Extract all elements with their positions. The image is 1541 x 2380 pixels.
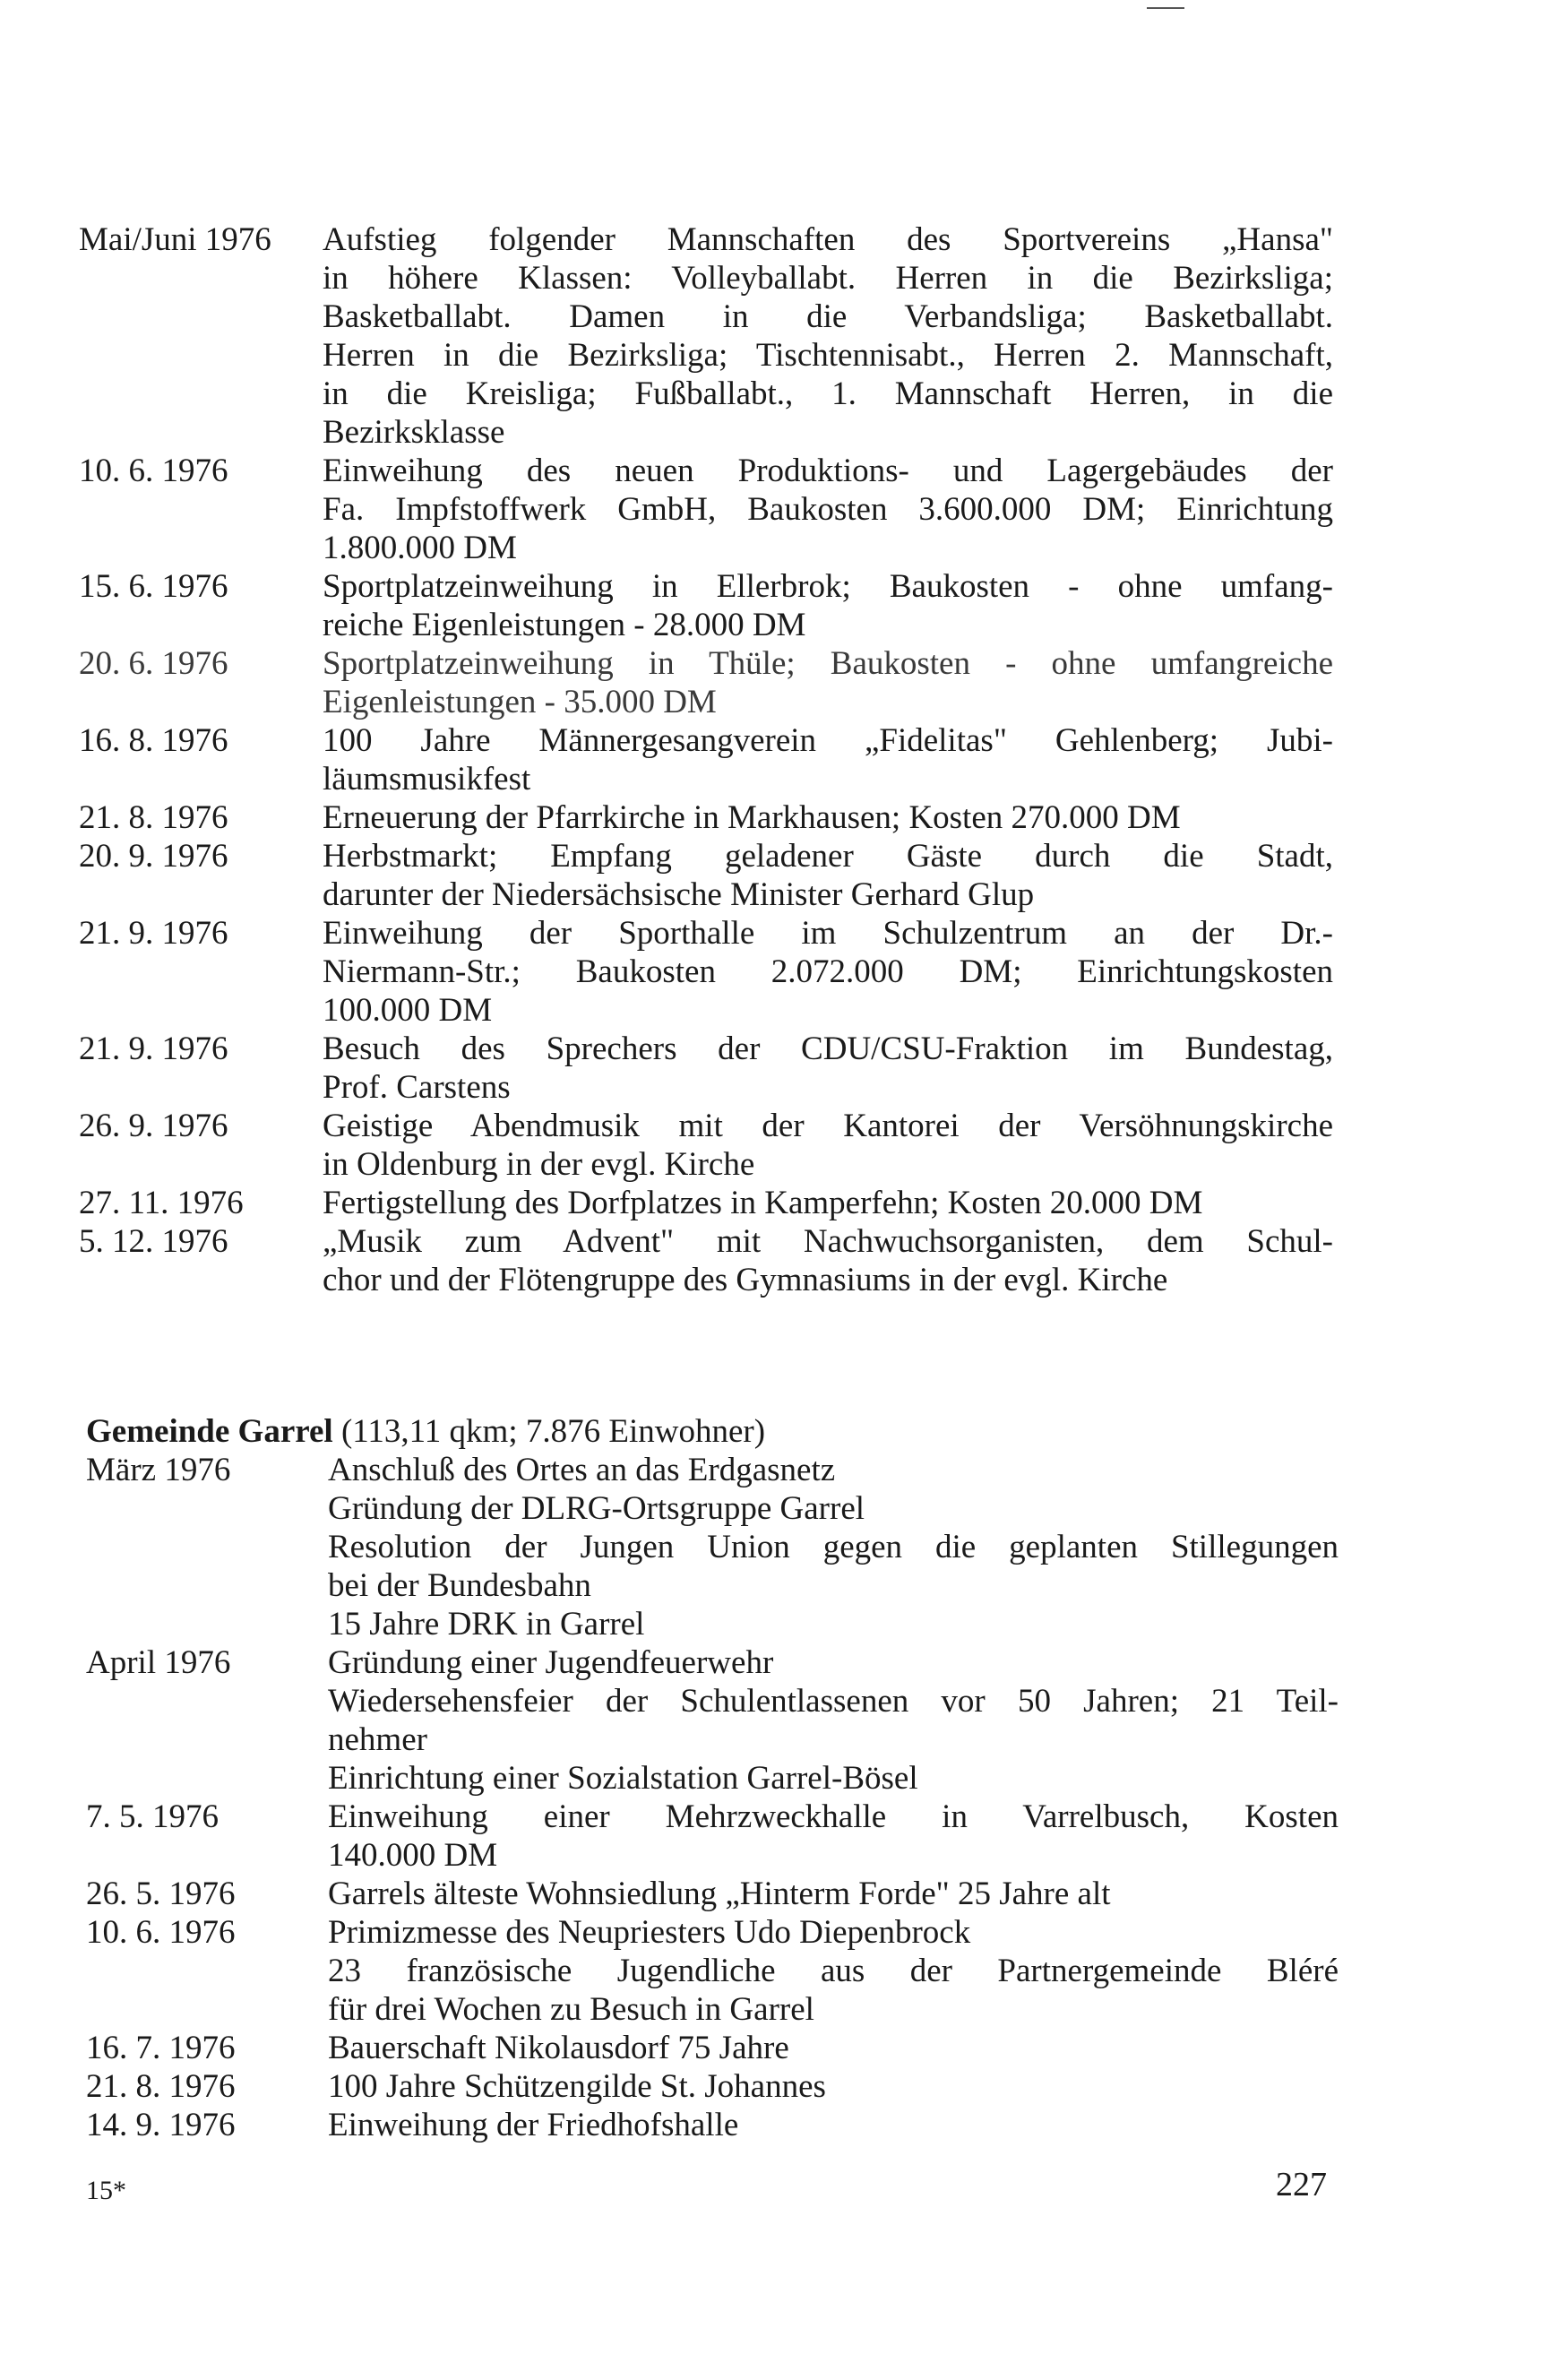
entry-line: in Oldenburg in der evgl. Kirche [323, 1146, 755, 1183]
entry-line: 15 Jahre DRK in Garrel [328, 1606, 645, 1643]
entry-date: 5. 12. 1976 [79, 1223, 228, 1260]
entry-text [328, 1451, 1339, 1489]
entry-text [328, 2067, 1339, 2106]
entry-text [328, 1913, 1339, 1952]
entry-line: Einweihung einer Mehrzweckhalle in Varrelbusch, Kosten [328, 1798, 1339, 1835]
entry-text [328, 1798, 1339, 1875]
chronicle-entry [86, 1528, 1340, 1605]
entry-date: 20. 6. 1976 [79, 645, 228, 682]
entry-text [328, 1489, 1339, 1528]
entry-line: 140.000 DM [328, 1837, 498, 1874]
chronicle-entry [86, 1682, 1340, 1759]
entry-date: 10. 6. 1976 [86, 1914, 236, 1951]
entry-line: Gründung einer Jugendfeuerwehr [328, 1644, 774, 1681]
entry-text [323, 798, 1333, 837]
heading-details: (113,11 qkm; 7.876 Einwohner) [332, 1413, 766, 1450]
entry-line: bei der Bundesbahn [328, 1567, 591, 1604]
entry-date: März 1976 [86, 1452, 231, 1488]
entry-line: Gründung der DLRG-Ortsgruppe Garrel [328, 1490, 865, 1527]
entry-date: 26. 9. 1976 [79, 1108, 228, 1144]
entry-line: Einweihung des neuen Produktions- und Lagergebäudes der [323, 453, 1333, 489]
chronicle-entry [86, 1875, 1340, 1913]
chronicle-entry [86, 2106, 1340, 2144]
entry-date: 10. 6. 1976 [79, 453, 228, 489]
entry-line: Erneuerung der Pfarrkirche in Markhausen; Kosten 270.000 DM [323, 799, 1181, 836]
entry-line: Wiedersehensfeier der Schulentlassenen vor 50 Jahren; 21 Teil- [328, 1683, 1339, 1720]
entry-date: 14. 9. 1976 [86, 2107, 236, 2143]
entry-text [323, 644, 1333, 721]
entry-text [328, 1528, 1339, 1605]
heading-municipality: Gemeinde Garrel [86, 1413, 333, 1450]
page-number: 227 [1276, 2166, 1327, 2203]
entry-text [328, 1643, 1339, 1682]
entry-text [323, 1184, 1333, 1222]
entry-line: für drei Wochen zu Besuch in Garrel [328, 1991, 814, 2028]
entry-line: Resolution der Jungen Union gegen die geplanten Stillegungen [328, 1529, 1339, 1565]
chronicle-entry [79, 644, 1333, 721]
entry-line: Fa. Impfstoffwerk GmbH, Baukosten 3.600.000 DM; Einrichtung [323, 491, 1333, 528]
chronicle-entry [86, 2067, 1340, 2106]
chronicle-entry [79, 1184, 1333, 1222]
entry-line: Einweihung der Friedhofshalle [328, 2107, 739, 2143]
entry-line: Prof. Carstens [323, 1069, 511, 1106]
entry-date: 15. 6. 1976 [79, 568, 228, 605]
entry-date [86, 1489, 328, 1528]
chronicle-entry [79, 1107, 1333, 1184]
chronicle-entry [86, 2029, 1340, 2067]
chronicle-entry [79, 721, 1333, 798]
entry-date [86, 1952, 328, 2029]
top-rule [1147, 7, 1184, 9]
entry-line: Sportplatzeinweihung in Ellerbrok; Baukosten - ohne umfang- [323, 568, 1333, 605]
entry-date: 16. 8. 1976 [79, 722, 228, 759]
entry-line: Besuch des Sprechers der CDU/CSU-Fraktion im Bundestag, [323, 1030, 1333, 1067]
entry-text [328, 2029, 1339, 2067]
entry-text [328, 2106, 1339, 2144]
chronicle-entry [79, 914, 1333, 1030]
chronicle-entry [86, 1643, 1340, 1682]
entry-text [323, 1107, 1333, 1184]
entry-date: 21. 9. 1976 [79, 915, 228, 952]
entry-date [86, 1605, 328, 1643]
entry-text [323, 567, 1333, 644]
chronicle-entry [79, 798, 1333, 837]
signature-mark: 15* [86, 2176, 126, 2205]
entry-date: 21. 8. 1976 [79, 799, 228, 836]
entry-text [328, 1875, 1339, 1913]
entry-date [86, 1682, 328, 1759]
entry-text [328, 1952, 1339, 2029]
entry-line: reiche Eigenleistungen - 28.000 DM [323, 607, 806, 643]
entry-text [328, 1605, 1339, 1643]
entry-date [86, 1528, 328, 1605]
chronicle-entry [86, 1759, 1340, 1798]
entry-date: 27. 11. 1976 [79, 1185, 244, 1221]
entry-line: 100 Jahre Schützengilde St. Johannes [328, 2068, 826, 2105]
entry-line: 100.000 DM [323, 992, 493, 1029]
entry-date: 21. 9. 1976 [79, 1030, 228, 1067]
entry-text [328, 1682, 1339, 1759]
entry-line: Anschluß des Ortes an das Erdgasnetz [328, 1452, 836, 1488]
entry-text [328, 1759, 1339, 1798]
chronicle-entry [79, 837, 1333, 914]
chronicle-entry [86, 1451, 1340, 1489]
chronicle-section-garrel [86, 1412, 1340, 2144]
entry-line: Garrels älteste Wohnsiedlung „Hinterm Forde" 25 Jahre alt [328, 1876, 1111, 1912]
chronicle-entry [86, 1605, 1340, 1643]
chronicle-section-1 [79, 220, 1333, 1299]
entry-text [323, 1030, 1333, 1107]
section-heading [86, 1412, 1340, 1451]
chronicle-entry [79, 452, 1333, 567]
entry-line: nehmer [328, 1721, 427, 1758]
entry-date: 26. 5. 1976 [86, 1876, 236, 1912]
entry-line: Sportplatzeinweihung in Thüle; Baukosten - ohne umfangreiche [323, 645, 1333, 682]
chronicle-entry [79, 1030, 1333, 1107]
chronicle-entry [79, 220, 1333, 452]
entry-line: Primizmesse des Neupriesters Udo Diepenbrock [328, 1914, 971, 1951]
entry-text [323, 220, 1333, 452]
entry-date: April 1976 [86, 1644, 231, 1681]
entry-line: in höhere Klassen: Volleyballabt. Herren in die Bezirksliga; [323, 260, 1333, 297]
entry-line: Bezirksklasse [323, 414, 505, 451]
entry-date [86, 1759, 328, 1798]
entry-line: Bauerschaft Nikolausdorf 75 Jahre [328, 2030, 789, 2066]
entry-text [323, 721, 1333, 798]
entry-line: Aufstieg folgender Mannschaften des Sportvereins „Hansa" [323, 221, 1333, 258]
chronicle-entry [86, 1913, 1340, 1952]
entry-date: 7. 5. 1976 [86, 1798, 219, 1835]
entry-date: Mai/Juni 1976 [79, 221, 271, 258]
entry-text [323, 452, 1333, 567]
entry-line: „Musik zum Advent" mit Nachwuchsorganisten, dem Schul- [323, 1223, 1333, 1260]
entry-date: 16. 7. 1976 [86, 2030, 236, 2066]
chronicle-entry [86, 1952, 1340, 2029]
entry-text [323, 837, 1333, 914]
chronicle-entry [86, 1798, 1340, 1875]
entry-text [323, 914, 1333, 1030]
entry-line: Eigenleistungen - 35.000 DM [323, 684, 717, 720]
entry-line: Basketballabt. Damen in die Verbandsliga; Basketballabt. [323, 298, 1333, 335]
chronicle-entry [79, 567, 1333, 644]
entry-date: 21. 8. 1976 [86, 2068, 236, 2105]
entry-line: läumsmusikfest [323, 761, 531, 798]
entry-line: Herbstmarkt; Empfang geladener Gäste durch die Stadt, [323, 838, 1333, 875]
chronicle-entry [86, 1489, 1340, 1528]
entry-line: Einweihung der Sporthalle im Schulzentrum an der Dr.- [323, 915, 1333, 952]
entry-text [323, 1222, 1333, 1299]
entry-line: in die Kreisliga; Fußballabt., 1. Mannschaft Herren, in die [323, 375, 1333, 412]
chronicle-entry [79, 1222, 1333, 1299]
entry-line: Geistige Abendmusik mit der Kantorei der Versöhnungskirche [323, 1108, 1333, 1144]
entry-line: Herren in die Bezirksliga; Tischtennisabt., Herren 2. Mannschaft, [323, 337, 1333, 374]
entry-line: 100 Jahre Männergesangverein „Fidelitas" Gehlenberg; Jubi- [323, 722, 1333, 759]
entry-line: Fertigstellung des Dorfplatzes in Kamperfehn; Kosten 20.000 DM [323, 1185, 1203, 1221]
entry-line: Niermann-Str.; Baukosten 2.072.000 DM; Einrichtungskosten [323, 953, 1333, 990]
entry-line: 1.800.000 DM [323, 530, 517, 566]
entry-line: 23 französische Jugendliche aus der Partnergemeinde Bléré [328, 1953, 1339, 1989]
entry-line: chor und der Flötengruppe des Gymnasiums in der evgl. Kirche [323, 1262, 1168, 1298]
entry-date: 20. 9. 1976 [79, 838, 228, 875]
entry-line: Einrichtung einer Sozialstation Garrel-Bösel [328, 1760, 918, 1797]
entry-line: darunter der Niedersächsische Minister Gerhard Glup [323, 876, 1035, 913]
